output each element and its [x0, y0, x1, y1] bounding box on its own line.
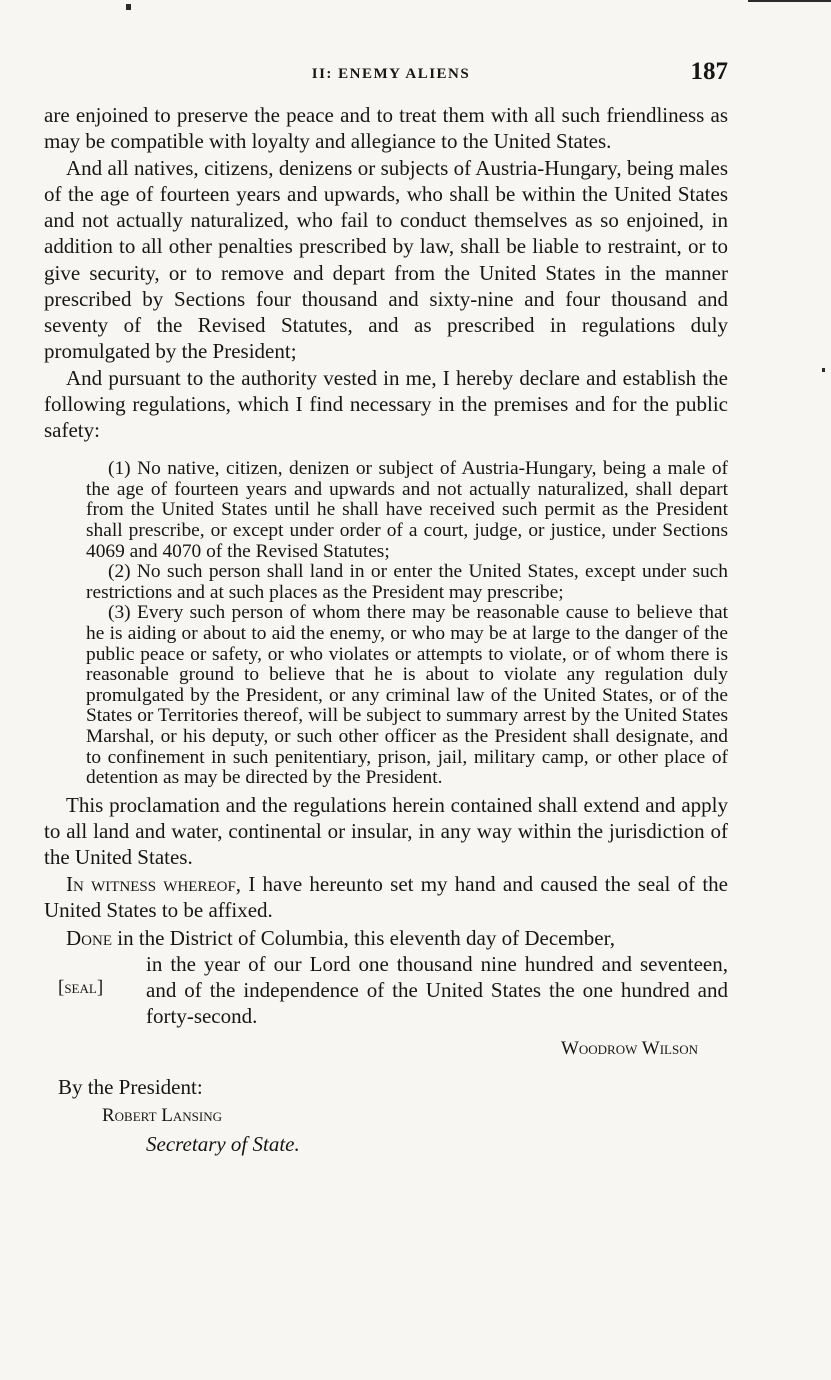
signer-title: Secretary of State. [146, 1131, 300, 1156]
president-signature: Woodrow Wilson [560, 1037, 698, 1059]
paragraph-pursuant: And pursuant to the authority vested in me, I hereby declare and establish the following regulations, which I find necessary in the premises and for the public safety: [44, 365, 728, 443]
paragraph-proclamation: This proclamation and the regulations herein contained shall extend and apply to all land and water, continental or insular, in any way within the jurisdiction of the United States. [44, 792, 728, 869]
by-the-president: By the President: [58, 1074, 203, 1099]
body-text [44, 102, 728, 1157]
witness-rest: I have hereunto set my hand and caused the seal of the United States to be affixed. [44, 872, 728, 923]
regulation-item: (1) No native, citizen, denizen or subject of Austria-Hungary, being a male of the age of fourteen years and upwards and not actually naturalized, shall depart from the United States until he shall have received such permit as the President shall prescribe, or except under order of a court, judge, or justice, under Sections 4069 and 4070 of the Revised Statutes; [86, 458, 728, 562]
dating-rest: in the year of our Lord one thousand nine hundred and seventeen, and of the independence of the United States the one hundred and forty-second. [146, 952, 728, 1029]
seal-mark: [seal] [58, 977, 104, 999]
signer-name: Robert Lansing [102, 1104, 222, 1126]
regulation-item: (3) Every such person of whom there may be reasonable cause to believe that he is aiding or about to aid the enemy, or who may be at large to the danger of the public peace or safety, or who violates or attempts to violate, or of whom there is reasonable ground to believe that he is about to violate any regulation duly promulgated by the President, or any criminal law of the United States, or of the States or Territories thereof, will be subject to summary arrest by the United States Marshal, or his deputy, or such other officer as the President shall designate, and to confinement in such penitentiary, prison, jail, military camp, or other place of detention as may be directed by the President. [86, 602, 728, 789]
paragraph-natives: And all natives, citizens, denizens or subjects of Austria-Hungary, being males of the age of fourteen years and upwards, who shall be within the United States and not actually naturalized, who fail to conduct themselves as so enjoined, in addition to all other penalties prescribed by law, shall be liable to restraint, or to give security, or to remove and depart from the United States in the manner prescribed by Sections four thousand and sixty-nine and four thousand and seventy of the Revised Statutes, and as prescribed in regulations duly promulgated by the President; [44, 156, 728, 363]
scan-edge-top-right [748, 0, 831, 2]
dating-first-line [44, 925, 728, 951]
page-header [44, 58, 728, 90]
done-lead: Done [66, 926, 112, 951]
paragraph-continuation: are enjoined to preserve the peace and to treat them with all such friendliness as may be compatible with loyalty and allegiance to the United States. [44, 103, 728, 154]
witness-lead: In witness whereof, [66, 872, 242, 896]
dating-clause [44, 925, 728, 1029]
regulation-item: (2) No such person shall land in or enter the United States, except under such restrictions and at such places as the President may prescribe; [86, 561, 728, 603]
paragraph-witness [44, 871, 728, 923]
scan-mark-top [126, 4, 131, 10]
regulations-list [86, 459, 728, 789]
done-first-line: in the District of Columbia, this eleventh day of December, [117, 926, 616, 951]
page-number: 187 [690, 58, 728, 85]
running-head: II: ENEMY ALIENS [311, 66, 471, 82]
scan-mark-right [822, 368, 825, 372]
